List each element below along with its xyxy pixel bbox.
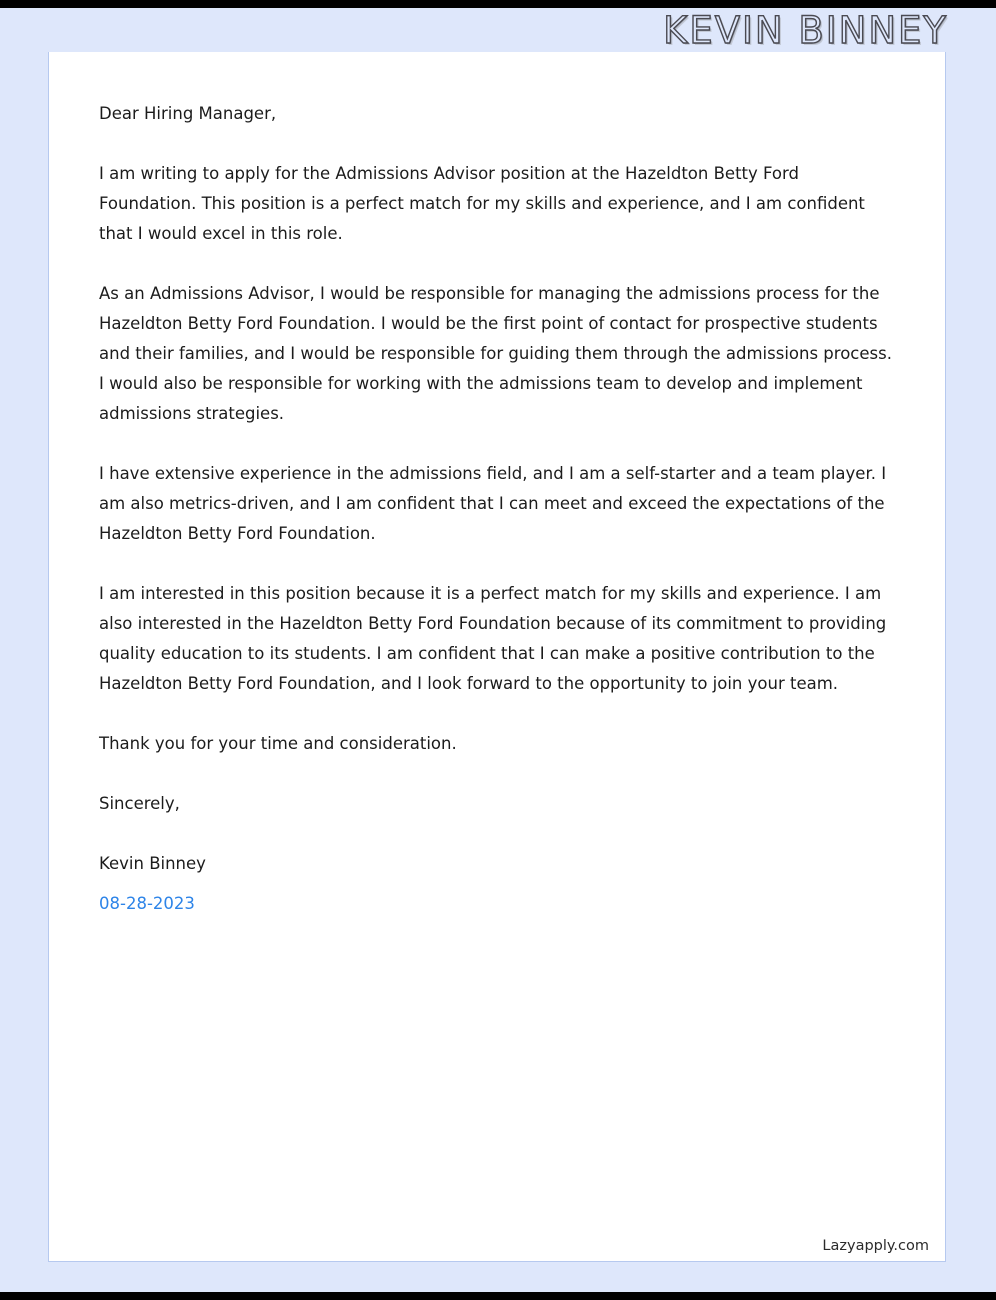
letter-card bbox=[48, 52, 946, 1262]
body-paragraph-4: I am interested in this position because it is a perfect match for my skills and experience. I am also interested in the Hazeldton Betty Ford Foundation because of its commitment to providing quality education to its students. I am confident that I can make a positive contribution to the Hazeldton Betty Ford Foundation, and I look forward to the opportunity to join your team. bbox=[99, 584, 887, 693]
signature-name: Kevin Binney bbox=[99, 854, 206, 873]
letter-page bbox=[0, 8, 996, 1292]
header-band bbox=[0, 8, 996, 52]
applicant-name-heading: KEVIN BINNEY bbox=[663, 9, 948, 52]
closing-line: Sincerely, bbox=[99, 794, 180, 813]
body-paragraph-1: I am writing to apply for the Admissions Advisor position at the Hazeldton Betty Ford Foundation. This position is a perfect match for my skills and experience, and I am confident that I would excel in this role. bbox=[99, 164, 865, 243]
letter-body bbox=[99, 99, 905, 919]
salutation: Dear Hiring Manager, bbox=[99, 104, 277, 123]
body-paragraph-3: I have extensive experience in the admissions field, and I am a self-starter and a team player. I am also metrics-driven, and I am confident that I can meet and exceed the expectations of the Hazeldton Betty Ford Foundation. bbox=[99, 464, 887, 543]
thank-you-line: Thank you for your time and consideration. bbox=[99, 734, 457, 753]
lazyapply-watermark: Lazyapply.com bbox=[822, 1238, 929, 1254]
body-paragraph-2: As an Admissions Advisor, I would be responsible for managing the admissions process for the Hazeldton Betty Ford Foundation. I would be the first point of contact for prospective students and their families, and I would be responsible for guiding them through the admissions process. I would also be responsible for working with the admissions team to develop and implement admissions strategies. bbox=[99, 284, 892, 423]
letter-date: 08-28-2023 bbox=[99, 894, 195, 913]
